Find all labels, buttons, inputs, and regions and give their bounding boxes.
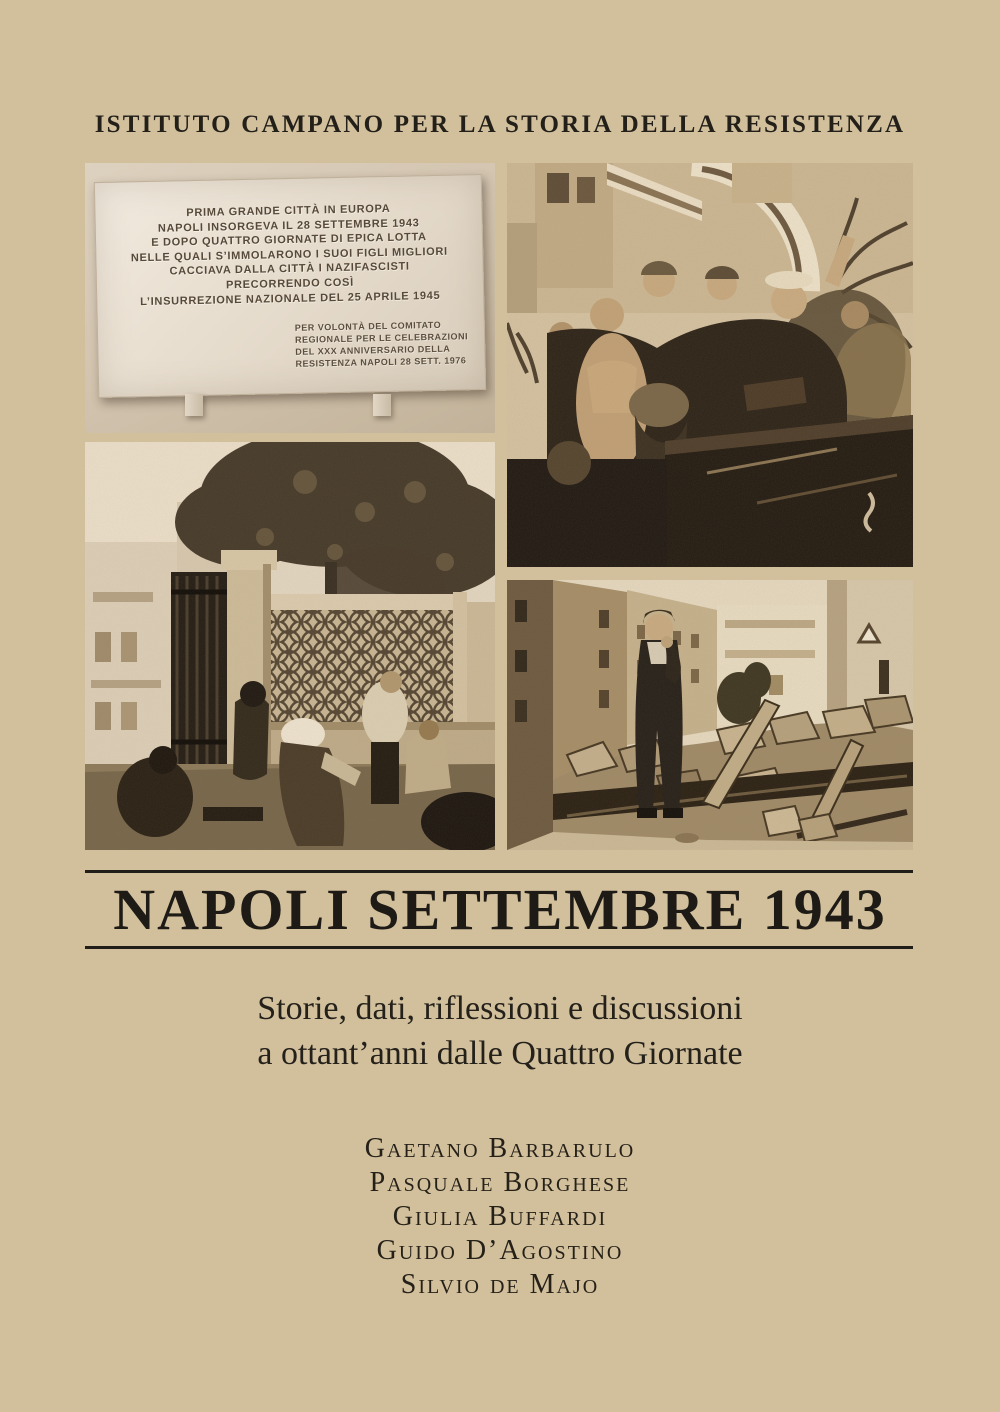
plaque-inscription: [95, 200, 483, 310]
author-name: Gaetano Barbarulo: [364, 1133, 636, 1164]
plaque-photo: [85, 163, 495, 433]
plaque-line: PER VOLONTÀ DEL COMITATO: [294, 319, 442, 333]
plaque-line: L’INSURREZIONE NAZIONALE DEL 25 APRILE 1945: [140, 289, 441, 308]
photo-collage: [85, 163, 913, 850]
plaque-line: PRECORRENDO COSÌ: [225, 276, 355, 292]
plaque-bracket: [373, 394, 391, 416]
plaque-bracket: [185, 394, 203, 416]
plaque-line: E DOPO QUATTRO GIORNATE DI EPICA LOTTA: [151, 231, 427, 250]
gate-photo-illustration: [85, 442, 495, 850]
book-title: NAPOLI SETTEMBRE 1943: [113, 877, 887, 942]
plaque-line: CACCIAVA DALLA CITTÀ I NAZIFASCISTI: [169, 260, 410, 278]
publisher-line: ISTITUTO CAMPANO PER LA STORIA DELLA RESISTENZA: [94, 111, 906, 138]
plaque-line: DEL XXX ANNIVERSARIO DELLA: [295, 343, 451, 357]
plaque-line: RESISTENZA NAPOLI 28 SETT. 1976: [295, 355, 467, 369]
title-rule-bottom: [85, 946, 913, 949]
author-name: Pasquale Borghese: [369, 1167, 631, 1198]
author-name: Guido D’Agostino: [376, 1235, 624, 1266]
plaque-line: PRIMA GRANDE CITTÀ IN EUROPA: [186, 202, 391, 220]
title-rule-top: [85, 870, 913, 873]
author-name: Silvio de Majo: [400, 1269, 600, 1300]
vehicle-photo: [507, 163, 913, 567]
vehicle-photo-illustration: [507, 163, 913, 567]
plaque-line: REGIONALE PER LE CELEBRAZIONI: [295, 331, 469, 345]
subtitle: [0, 986, 1000, 1076]
subtitle-line-1: Storie, dati, riflessioni e discussioni: [257, 990, 743, 1027]
barricade-photo: [507, 580, 913, 850]
barricade-photo-illustration: [507, 580, 913, 850]
authors-list: [0, 1132, 1000, 1302]
plaque-line: NAPOLI INSORGEVA IL 28 SETTEMBRE 1943: [157, 216, 420, 235]
plaque-dedication: [295, 318, 469, 370]
gate-photo: [85, 442, 495, 850]
marble-plaque: [94, 174, 486, 398]
plaque-line: NELLE QUALI S’IMMOLARONO I SUOI FIGLI MIGLIORI: [130, 245, 448, 265]
subtitle-line-2: a ottant’anni dalle Quattro Giornate: [257, 1035, 743, 1072]
author-name: Giulia Buffardi: [392, 1201, 608, 1232]
